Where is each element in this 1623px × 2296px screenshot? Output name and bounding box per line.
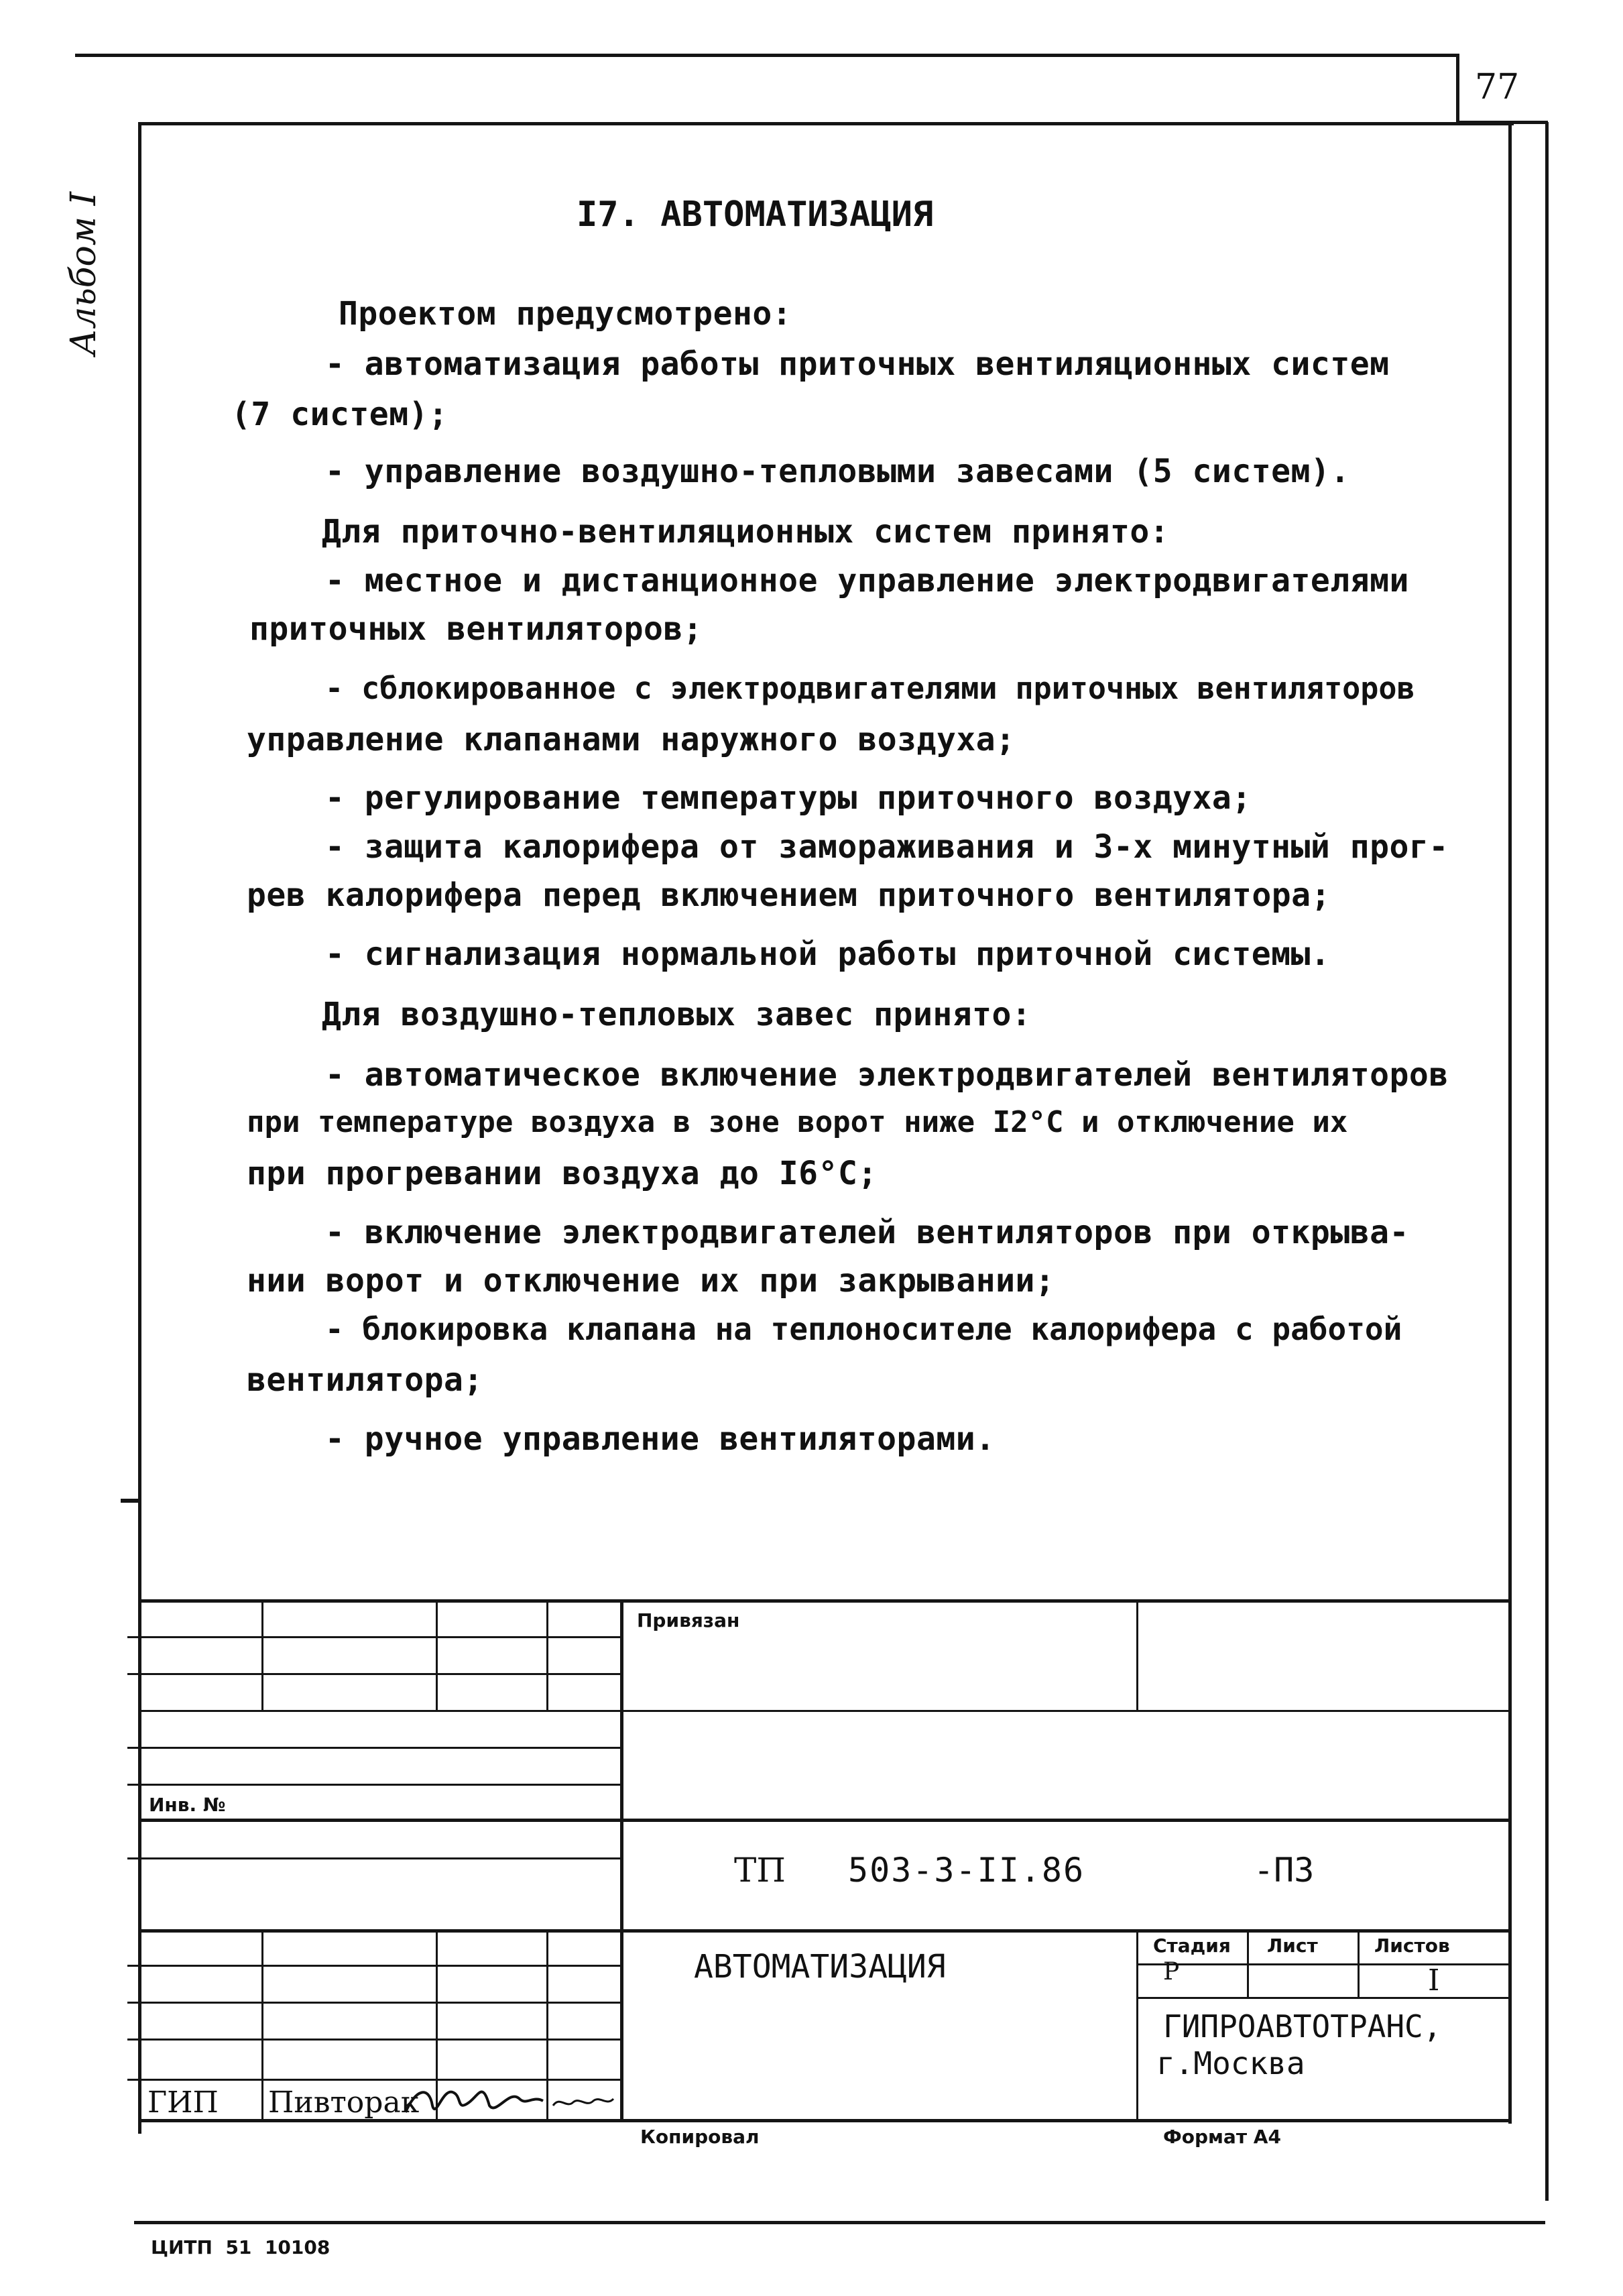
body-line-3: (7 систем); xyxy=(231,396,448,433)
tb-grid-line xyxy=(127,1965,623,1967)
album-label: Альбом I xyxy=(64,191,104,355)
doc-prefix: ТП xyxy=(734,1851,786,1890)
tb-grid-line xyxy=(139,1929,1512,1933)
body-line-14: Для воздушно-тепловых завес принято: xyxy=(322,996,1032,1033)
body-line-12: рев калорифера перед включением приточного вентилятора; xyxy=(247,876,1331,914)
body-line-9: управление клапанами наружного воздуха; xyxy=(247,721,1016,758)
privyazan-label: Привязан xyxy=(637,1609,740,1631)
tb-grid-line xyxy=(127,1857,623,1859)
tb-grid-line xyxy=(139,1710,1512,1712)
body-line-6: - местное и дистанционное управление электродвигателями xyxy=(325,562,1409,599)
role-label: ГИП xyxy=(147,2085,219,2120)
tb-col-line xyxy=(546,1599,548,1710)
body-line-20: - блокировка клапана на теплоносителе калорифера с работой xyxy=(325,1311,1402,1347)
body-line-11: - защита калорифера от замораживания и 3-х минутный прог- xyxy=(325,828,1449,866)
doc-number: 503-3-II.86 xyxy=(848,1851,1085,1890)
print-stamp: ЦИТП 51 10108 xyxy=(151,2236,330,2258)
organization-name: ГИПРОАВТОТРАНС, xyxy=(1163,2008,1442,2045)
tb-col-line xyxy=(1136,1599,1138,1710)
left-tick-mark xyxy=(121,1499,141,1503)
doc-suffix: -ПЗ xyxy=(1254,1851,1315,1890)
tb-col-line xyxy=(261,1599,263,1710)
body-line-21: вентилятора; xyxy=(247,1361,483,1399)
sheets-count-value: I xyxy=(1428,1963,1440,1998)
frame-right-line xyxy=(1508,122,1512,2124)
bottom-trim-line xyxy=(134,2221,1545,2224)
tb-grid-line xyxy=(127,2039,623,2041)
section-title: I7. АВТОМАТИЗАЦИЯ xyxy=(577,194,934,235)
tb-grid-line xyxy=(127,1636,623,1638)
body-line-18: - включение электродвигателей вентиляторов при открыва- xyxy=(325,1214,1409,1251)
person-name: Пивторак xyxy=(268,2085,420,2120)
body-line-8: - сблокированное с электродвигателями приточных вентиляторов xyxy=(325,671,1415,706)
format-label: Формат А4 xyxy=(1163,2126,1281,2148)
body-line-17: при прогревании воздуха до I6°С; xyxy=(247,1155,878,1192)
page-number-box-bottom xyxy=(1456,121,1548,124)
tb-grid-line xyxy=(127,1784,623,1786)
body-line-19: нии ворот и отключение их при закрывании; xyxy=(247,1262,1055,1300)
page-number-box-left xyxy=(1456,54,1459,124)
sheet-label: Лист xyxy=(1267,1935,1318,1957)
page-number: 77 xyxy=(1475,67,1520,107)
tb-grid-line xyxy=(127,1747,623,1749)
top-border-line xyxy=(75,54,1456,57)
signature-drawing xyxy=(402,2075,550,2122)
sheets-count-label: Листов xyxy=(1374,1935,1450,1957)
body-line-13: - сигнализация нормальной работы приточной системы. xyxy=(325,935,1331,973)
body-line-22: - ручное управление вентиляторами. xyxy=(325,1420,996,1458)
frame-left-line xyxy=(138,122,141,2134)
body-line-15: - автоматическое включение электродвигателей вентиляторов xyxy=(325,1056,1449,1094)
body-line-7: приточных вентиляторов; xyxy=(249,610,703,648)
body-line-16: при температуре воздуха в зоне ворот ниже I2°С и отключение их xyxy=(247,1105,1348,1139)
inv-number-label: Инв. № xyxy=(149,1794,226,1816)
tb-col-line xyxy=(1136,1929,1138,2120)
stage-value: Р xyxy=(1163,1958,1180,1986)
tb-top-line xyxy=(139,1599,1512,1603)
body-line-10: - регулирование температуры приточного воздуха; xyxy=(325,779,1252,817)
tb-grid-line xyxy=(127,1673,623,1675)
tb-grid-line xyxy=(1136,1963,1512,1965)
outer-right-line xyxy=(1545,122,1549,2201)
organization-city: г.Москва xyxy=(1156,2045,1305,2081)
tb-grid-line xyxy=(139,1819,1512,1822)
frame-top-line xyxy=(139,122,1514,125)
tb-col-line xyxy=(436,1599,438,1710)
copied-label: Копировал xyxy=(640,2126,760,2148)
stage-label: Стадия xyxy=(1153,1935,1231,1957)
tb-grid-line xyxy=(1136,1997,1512,1999)
body-line-2: - автоматизация работы приточных вентиляционных систем xyxy=(325,345,1390,383)
date-scribble xyxy=(550,2089,617,2116)
body-line-4: - управление воздушно-тепловыми завесами (5 систем). xyxy=(325,453,1350,490)
doc-title: АВТОМАТИЗАЦИЯ xyxy=(694,1948,946,1986)
body-line-1: Проектом предусмотрено: xyxy=(339,295,792,333)
tb-col-line xyxy=(620,1599,623,2120)
body-line-5: Для приточно-вентиляционных систем принято: xyxy=(322,513,1170,551)
tb-col-line xyxy=(261,1929,263,2120)
tb-grid-line xyxy=(127,2002,623,2004)
